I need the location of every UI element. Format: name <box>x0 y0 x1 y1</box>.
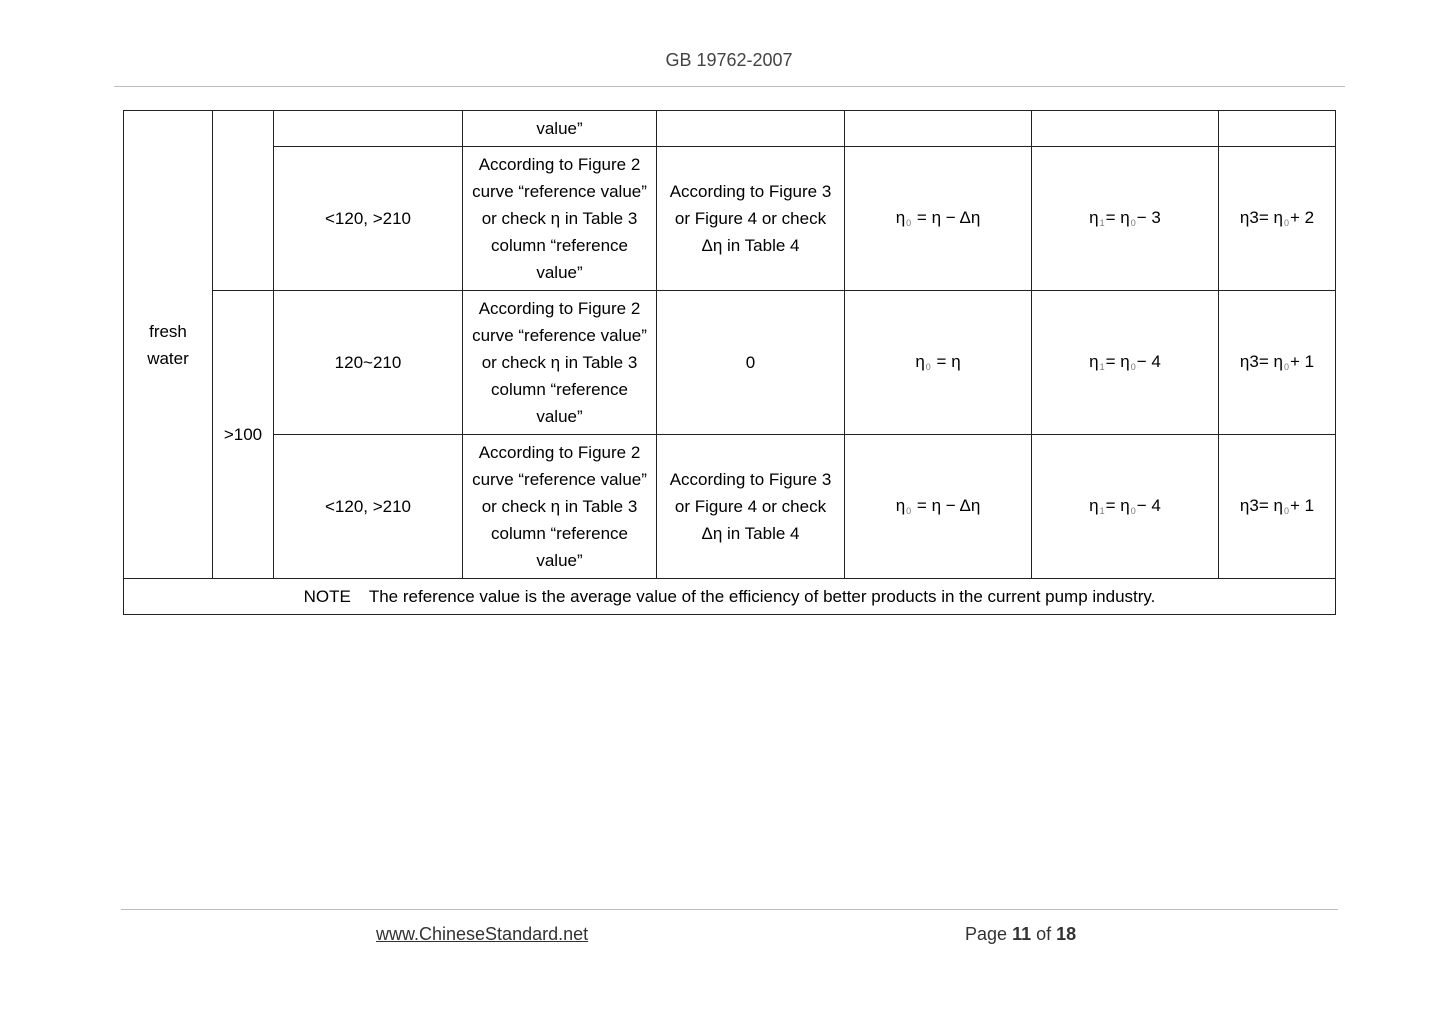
eta3-formula: η3= η <box>1239 495 1283 515</box>
table-row <box>124 111 1336 147</box>
medium-label: fresh <box>149 321 187 341</box>
eta1-subscript: 0 <box>1130 217 1136 228</box>
eta1-formula: = η <box>1105 207 1130 227</box>
eta0-symbol: η <box>895 207 906 227</box>
reference-line: According to Figure 2 <box>478 299 641 318</box>
speed-cell: 120~210 <box>274 291 463 435</box>
speed-cell: <120, >210 <box>274 435 463 579</box>
reference-line: curve “reference value” <box>472 182 647 201</box>
eta1-formula: = η <box>1105 351 1130 371</box>
eta0-symbol: η <box>915 351 925 371</box>
speed-cell-empty <box>274 111 463 147</box>
reference-line: column “reference <box>490 380 628 399</box>
eta1-subscript: 0 <box>1130 505 1136 516</box>
eta1-symbol: η <box>1089 207 1099 227</box>
reference-line: or check η in Table 3 <box>481 497 638 516</box>
correction-line: Δη in Table 4 <box>701 236 800 255</box>
eta1-formula: = η <box>1105 495 1130 515</box>
page-total: 18 <box>1056 924 1077 944</box>
page-word: Page <box>965 924 1008 944</box>
eta3-subscript: 0 <box>1283 217 1289 228</box>
eta1-cell <box>1032 147 1219 291</box>
note-label: NOTE <box>303 587 351 606</box>
eta0-formula: = η <box>936 351 961 371</box>
eta1-cell <box>1032 291 1219 435</box>
correction-line: According to Figure 3 <box>669 470 832 489</box>
efficiency-table <box>123 110 1336 615</box>
eta3-formula: + 2 <box>1289 207 1315 227</box>
reference-cell <box>463 147 657 291</box>
medium-cell <box>124 111 213 579</box>
table-row <box>124 147 1336 291</box>
page-of: of <box>1036 924 1052 944</box>
website-link[interactable]: www.ChineseStandard.net <box>376 924 589 944</box>
reference-line: or check η in Table 3 <box>481 353 638 372</box>
eta1-formula: − 4 <box>1136 351 1161 371</box>
eta1-subscript: 1 <box>1099 361 1105 372</box>
table-row <box>124 435 1336 579</box>
eta3-cell-empty <box>1219 111 1336 147</box>
eta1-subscript: 0 <box>1130 361 1136 372</box>
reference-line: or check η in Table 3 <box>481 209 638 228</box>
correction-cell <box>657 435 845 579</box>
page-indicator <box>965 924 1076 945</box>
speed-cell: <120, >210 <box>274 147 463 291</box>
eta3-cell <box>1219 435 1336 579</box>
eta3-formula: η3= η <box>1239 351 1283 371</box>
eta3-cell <box>1219 291 1336 435</box>
eta1-symbol: η <box>1089 495 1099 515</box>
medium-label: water <box>147 348 189 368</box>
correction-line: According to Figure 3 <box>669 182 832 201</box>
eta0-subscript: 0 <box>906 505 912 516</box>
eta0-cell <box>845 435 1032 579</box>
table-row <box>124 291 1336 435</box>
reference-line: value” <box>536 551 583 570</box>
correction-cell: 0 <box>657 291 845 435</box>
note-cell <box>124 579 1336 615</box>
header-rule <box>114 86 1345 87</box>
eta0-symbol: η <box>895 495 906 515</box>
reference-line: According to Figure 2 <box>478 443 641 462</box>
eta0-cell <box>845 147 1032 291</box>
eta3-subscript: 0 <box>1283 361 1289 372</box>
eta0-subscript: 0 <box>925 361 931 372</box>
eta1-cell-empty <box>1032 111 1219 147</box>
eta3-formula: + 1 <box>1289 495 1315 515</box>
eta0-formula: = η − Δη <box>916 207 981 227</box>
reference-line: value” <box>536 407 583 426</box>
correction-cell-empty <box>657 111 845 147</box>
eta3-formula: η3= η <box>1239 207 1283 227</box>
note-text: The reference value is the average value of the efficiency of better products in the current pump industry. <box>368 587 1156 606</box>
eta0-subscript: 0 <box>906 217 912 228</box>
eta1-formula: − 4 <box>1136 495 1161 515</box>
reference-cell <box>463 291 657 435</box>
eta0-cell <box>845 291 1032 435</box>
eta1-formula: − 3 <box>1136 207 1161 227</box>
correction-line: Δη in Table 4 <box>701 524 800 543</box>
reference-line: curve “reference value” <box>472 470 647 489</box>
correction-cell <box>657 147 845 291</box>
reference-cell <box>463 435 657 579</box>
eta1-symbol: η <box>1089 351 1099 371</box>
eta1-subscript: 1 <box>1099 217 1105 228</box>
eta0-formula: = η − Δη <box>916 495 981 515</box>
reference-line: column “reference <box>490 524 628 543</box>
eta3-cell <box>1219 147 1336 291</box>
reference-cell: value” <box>463 111 657 147</box>
eta0-cell-empty <box>845 111 1032 147</box>
note-row <box>124 579 1336 615</box>
flow-cell-empty <box>213 111 274 291</box>
flow-cell: >100 <box>213 291 274 579</box>
correction-line: or Figure 4 or check <box>674 209 827 228</box>
eta1-cell <box>1032 435 1219 579</box>
eta3-formula: + 1 <box>1289 351 1315 371</box>
eta3-subscript: 0 <box>1283 505 1289 516</box>
document-id: GB 19762-2007 <box>665 50 793 70</box>
footer-rule <box>121 909 1338 910</box>
reference-line: value” <box>536 263 583 282</box>
reference-line: According to Figure 2 <box>478 155 641 174</box>
correction-line: or Figure 4 or check <box>674 497 827 516</box>
eta1-subscript: 1 <box>1099 505 1105 516</box>
reference-line: curve “reference value” <box>472 326 647 345</box>
reference-line: column “reference <box>490 236 628 255</box>
page-number: 11 <box>1012 924 1032 944</box>
